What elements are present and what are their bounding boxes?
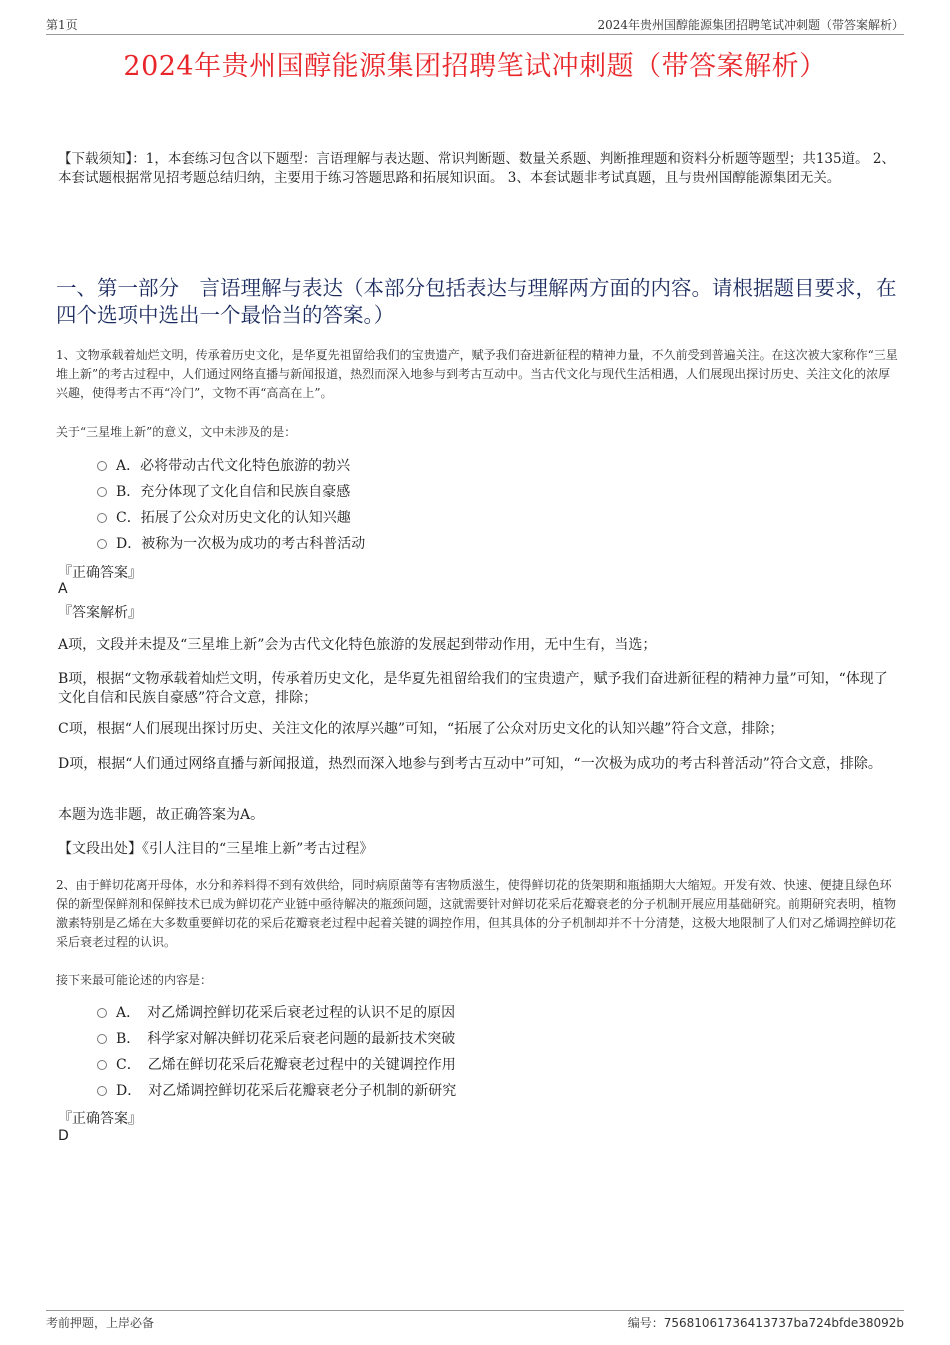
option-label: A． 对乙烯调控鲜切花采后衰老过程的认识不足的原因	[116, 1005, 456, 1021]
radio-icon[interactable]	[97, 1008, 107, 1018]
q2-option-a[interactable]	[97, 1000, 456, 1026]
radio-icon[interactable]	[97, 1060, 107, 1070]
q2-answer: D	[58, 1128, 69, 1144]
option-label: C． 乙烯在鲜切花采后花瓣衰老过程中的关键调控作用	[116, 1057, 456, 1073]
header-doc-title: 2024年贵州国醇能源集团招聘笔试冲刺题（带答案解析）	[597, 18, 904, 32]
q1-options	[97, 453, 365, 557]
page-header	[46, 14, 904, 35]
option-label: C．拓展了公众对历史文化的认知兴趣	[116, 510, 351, 526]
q1-answer: A	[58, 581, 68, 597]
q2-question: 接下来最可能论述的内容是：	[56, 973, 213, 987]
option-label: D． 对乙烯调控鲜切花采后花瓣衰老分子机制的新研究	[116, 1083, 457, 1099]
q1-analysis-a: A项，文段并未提及“三星堆上新”会为古代文化特色旅游的发展起到带动作用，无中生有，当选；	[58, 637, 657, 653]
q2-option-d[interactable]	[97, 1078, 456, 1104]
q1-option-b[interactable]	[97, 479, 365, 505]
section-heading: 一、第一部分 言语理解与表达（本部分包括表达与理解两方面的内容。请根据题目要求，在四个选项中选出一个最恰当的答案。）	[56, 276, 897, 327]
option-label: B． 科学家对解决鲜切花采后衰老问题的最新技术突破	[116, 1031, 456, 1047]
q2-answer-label: 『正确答案』	[58, 1111, 142, 1127]
q2-option-b[interactable]	[97, 1026, 456, 1052]
option-label: A．必将带动古代文化特色旅游的勃兴	[116, 458, 351, 474]
q1-analysis-b: B项，根据“文物承载着灿烂文明，传承着历史文化，是华夏先祖留给我们的宝贵遗产，赋予我们奋进新征程的精神力量”可知，“体现了文化自信和民族自豪感”符合文意，排除；	[58, 671, 888, 706]
footer-doc-id: 编号：75681061736413737ba724bfde38092b	[627, 1316, 904, 1330]
q1-answer-label: 『正确答案』	[58, 565, 142, 581]
radio-icon[interactable]	[97, 1034, 107, 1044]
q1-question: 关于“三星堆上新”的意义，文中未涉及的是：	[56, 425, 297, 439]
radio-icon[interactable]	[97, 461, 107, 471]
radio-icon[interactable]	[97, 487, 107, 497]
radio-icon[interactable]	[97, 1086, 107, 1096]
q2-options	[97, 1000, 456, 1104]
q1-option-c[interactable]	[97, 505, 365, 531]
download-notice: 【下载须知】：1，本套练习包含以下题型：言语理解与表达题、常识判断题、数量关系题、判断推理题和资料分析题等题型；共135道。 2、本套试题根据常见招考题总结归纳，主要用于练习答题思路和拓展知识面。 3、本套试题非考试真题，且与贵州国醇能源集团无关。	[58, 151, 895, 186]
radio-icon[interactable]	[97, 513, 107, 523]
q2-option-c[interactable]	[97, 1052, 456, 1078]
q2-passage: 2、由于鲜切花离开母体，水分和养料得不到有效供给，同时病原菌等有害物质滋生，使得鲜切花的货架期和瓶插期大大缩短。开发有效、快速、便捷且绿色环保的新型保鲜剂和保鲜技术已成为鲜切花产业链中亟待解决的瓶颈问题，这就需要针对鲜切花采后花瓣衰老的分子机制开展应用基础研究。前期研究表明，植物激素特别是乙烯在大多数重要鲜切花的采后花瓣衰老过程中起着关键的调控作用，但其具体的分子机制却并不十分清楚，这极大地限制了人们对乙烯调控鲜切花采后衰老过程的认识。	[56, 878, 897, 949]
radio-icon[interactable]	[97, 539, 107, 549]
q1-option-a[interactable]	[97, 453, 365, 479]
option-label: D．被称为一次极为成功的考古科普活动	[116, 536, 366, 552]
option-label: B．充分体现了文化自信和民族自豪感	[116, 484, 351, 500]
q1-analysis-label: 『答案解析』	[58, 605, 142, 621]
page-footer	[46, 1310, 904, 1330]
footer-slogan: 考前押题，上岸必备	[46, 1316, 155, 1330]
document-title: 2024年贵州国醇能源集团招聘笔试冲刺题（带答案解析）	[123, 51, 827, 82]
q1-source: 【文段出处】《引人注目的“三星堆上新”考古过程》	[58, 841, 374, 857]
q1-analysis-c: C项，根据“人们展现出探讨历史、关注文化的浓厚兴趣”可知，“拓展了公众对历史文化的认知兴趣”符合文意，排除；	[58, 721, 784, 737]
q1-passage: 1、文物承载着灿烂文明，传承着历史文化，是华夏先祖留给我们的宝贵遗产，赋予我们奋进新征程的精神力量，不久前受到普遍关注。在这次被大家称作“三星堆上新”的考古过程中，人们通过网络直播与新闻报道，热烈而深入地参与到考古互动中。当古代文化与现代生活相遇，人们展现出探讨历史、关注文化的浓厚兴趣，使得考古不再“冷门”，文物不再“高高在上”。	[56, 348, 898, 400]
q1-conclusion: 本题为选非题，故正确答案为A。	[58, 807, 265, 823]
page-number: 第1页	[46, 18, 78, 32]
q1-analysis-d: D项，根据“人们通过网络直播与新闻报道，热烈而深入地参与到考古互动中”可知，“一次极为成功的考古科普活动”符合文意，排除。	[58, 756, 882, 772]
q1-option-d[interactable]	[97, 531, 365, 557]
